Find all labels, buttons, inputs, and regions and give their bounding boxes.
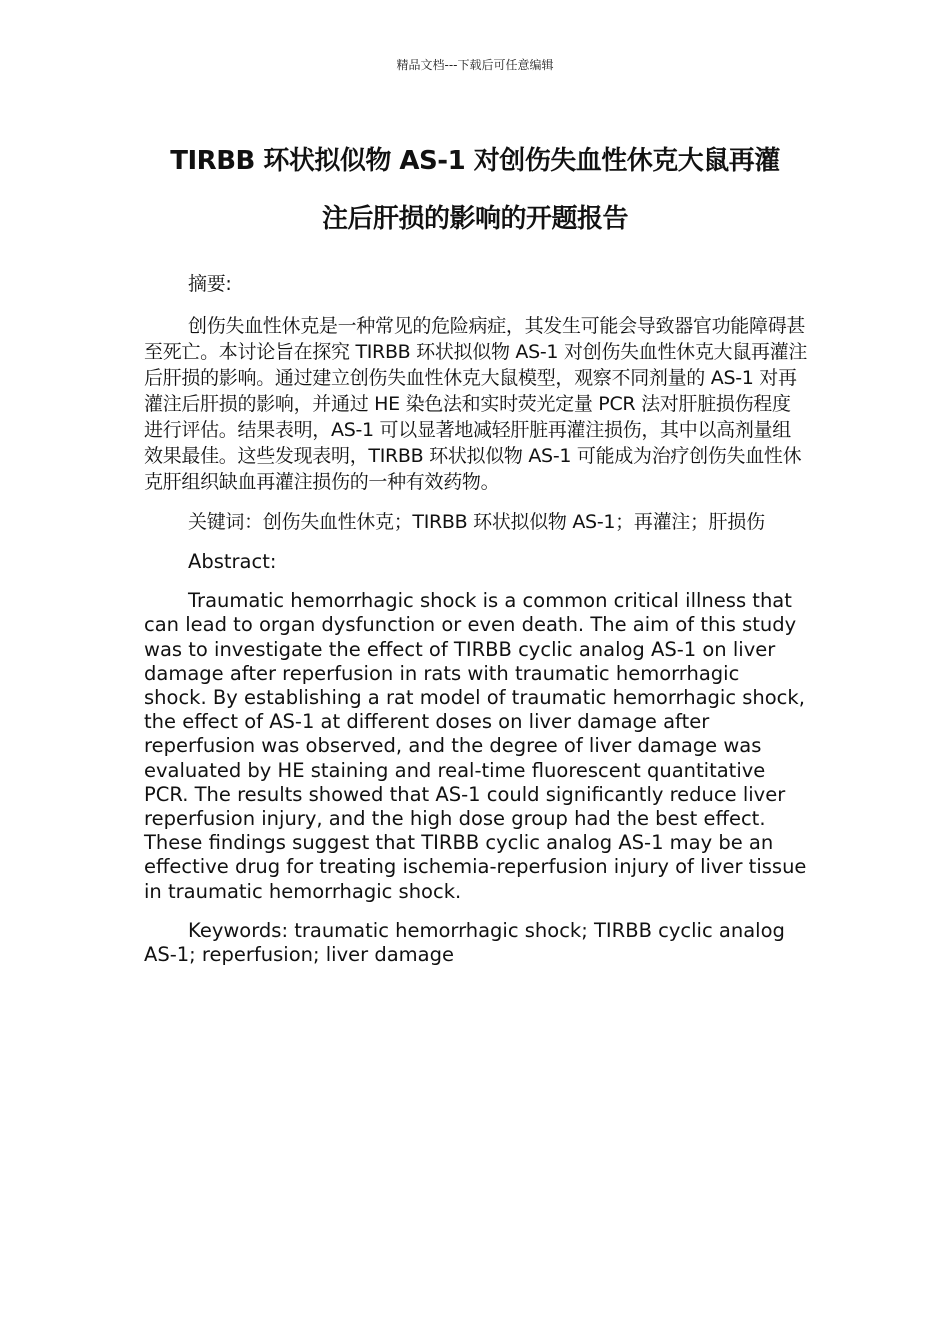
english-keywords: Keywords: traumatic hemorrhagic shock; TIRBB cyclic analog AS-1; reperfusion; liver damage (144, 918, 785, 967)
english-abstract-label: Abstract: (188, 550, 277, 573)
document-title (120, 132, 830, 248)
page-header-note: 精品文档---下载后可任意编辑 (396, 58, 554, 72)
document-body (144, 271, 808, 967)
chinese-keywords: 关键词：创伤失血性休克；TIRBB 环状拟似物 AS-1；再灌注；肝损伤 (188, 511, 765, 533)
chinese-abstract-text: 创伤失血性休克是一种常见的危险病症，其发生可能会导致器官功能障碍甚至死亡。本讨论旨在探究 TIRBB 环状拟似物 AS-1 对创伤失血性休克大鼠再灌注后肝损的影响。通过建立创伤失血性休克大鼠模型，观察不同剂量的 AS-1 对再灌注后肝损的影响，并通过 HE 染色法和实时荧光定量 PCR 法对肝脏损伤程度进行评估。结果表明，AS-1 可以显著地减轻肝脏再灌注损伤，其中以高剂量组效果最佳。这些发现表明，TIRBB 环状拟似物 AS-1 可能成为治疗创伤失血性休克肝组织缺血再灌注损伤的一种有效药物。 (144, 315, 808, 493)
title-line-1: TIRBB 环状拟似物 AS-1 对创伤失血性休克大鼠再灌 (170, 146, 780, 176)
english-abstract-text: Traumatic hemorrhagic shock is a common critical illness that can lead to organ dysfunction or even death. The aim of this study was to investigate the effect of TIRBB cyclic analog AS-1 on liver damage after reperfusion in rats with traumatic hemorrhagic shock. By establishing a rat model of traumatic hemorrhagic shock, the effect of AS-1 at different doses on liver damage after reperfusion was observed, and the degree of liver damage was evaluated by HE staining and real-time fluorescent quantitative PCR. The results showed that AS-1 could significantly reduce liver reperfusion injury, and the high dose group had the best effect. These findings suggest that TIRBB cyclic analog AS-1 may be an effective drug for treating ischemia-reperfusion injury of liver tissue in traumatic hemorrhagic shock. (144, 589, 807, 903)
title-line-2: 注后肝损的影响的开题报告 (321, 204, 628, 234)
chinese-abstract-label: 摘要: (188, 273, 232, 295)
